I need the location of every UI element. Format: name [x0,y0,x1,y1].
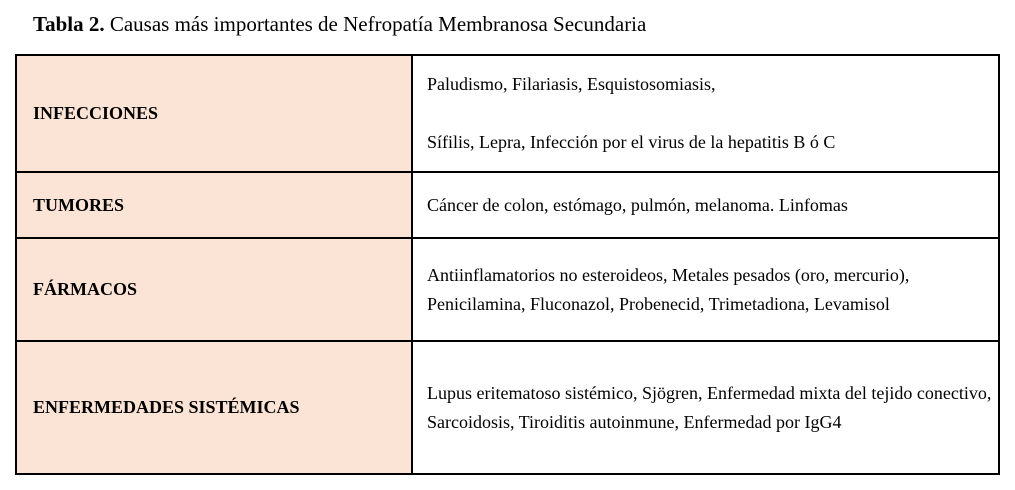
category-cell-infecciones: INFECCIONES [16,55,412,172]
causes-line: Paludismo, Filariasis, Esquistosomiasis, [427,74,716,94]
category-cell-farmacos: FÁRMACOS [16,238,412,341]
causes-cell-enfermedades-sistemicas [412,341,999,474]
table-row-infecciones [16,55,999,172]
table-caption [33,9,646,39]
table-row-enfermedades-sistemicas [16,341,999,474]
causes-cell-farmacos [412,238,999,341]
causes-cell-infecciones [412,55,999,172]
causes-table [15,54,1000,475]
table-row-farmacos [16,238,999,341]
table-caption-text: Causas más importantes de Nefropatía Membranosa Secundaria [109,12,647,36]
causes-line: Penicilamina, Fluconazol, Probenecid, Trimetadiona, Levamisol [427,293,890,314]
category-cell-tumores: TUMORES [16,172,412,238]
category-cell-enfermedades-sistemicas: ENFERMEDADES SISTÉMICAS [16,341,412,474]
table-caption-label: Tabla 2. [33,12,105,36]
causes-cell-tumores: Cáncer de colon, estómago, pulmón, melanoma. Linfomas [412,172,999,238]
line-spacer [427,99,992,128]
causes-line: Antiinflamatorios no esteroideos, Metales pesados (oro, mercurio), [427,264,910,285]
causes-text: Lupus eritematoso sistémico, Sjögren, Enfermedad mixta del tejido conectivo, Sarcoidosis, Tiroiditis autoinmune, Enfermedad por IgG4 [427,382,992,432]
table-row-tumores [16,172,999,238]
causes-line: Sífilis, Lepra, Infección por el virus de la hepatitis B ó C [427,132,836,152]
